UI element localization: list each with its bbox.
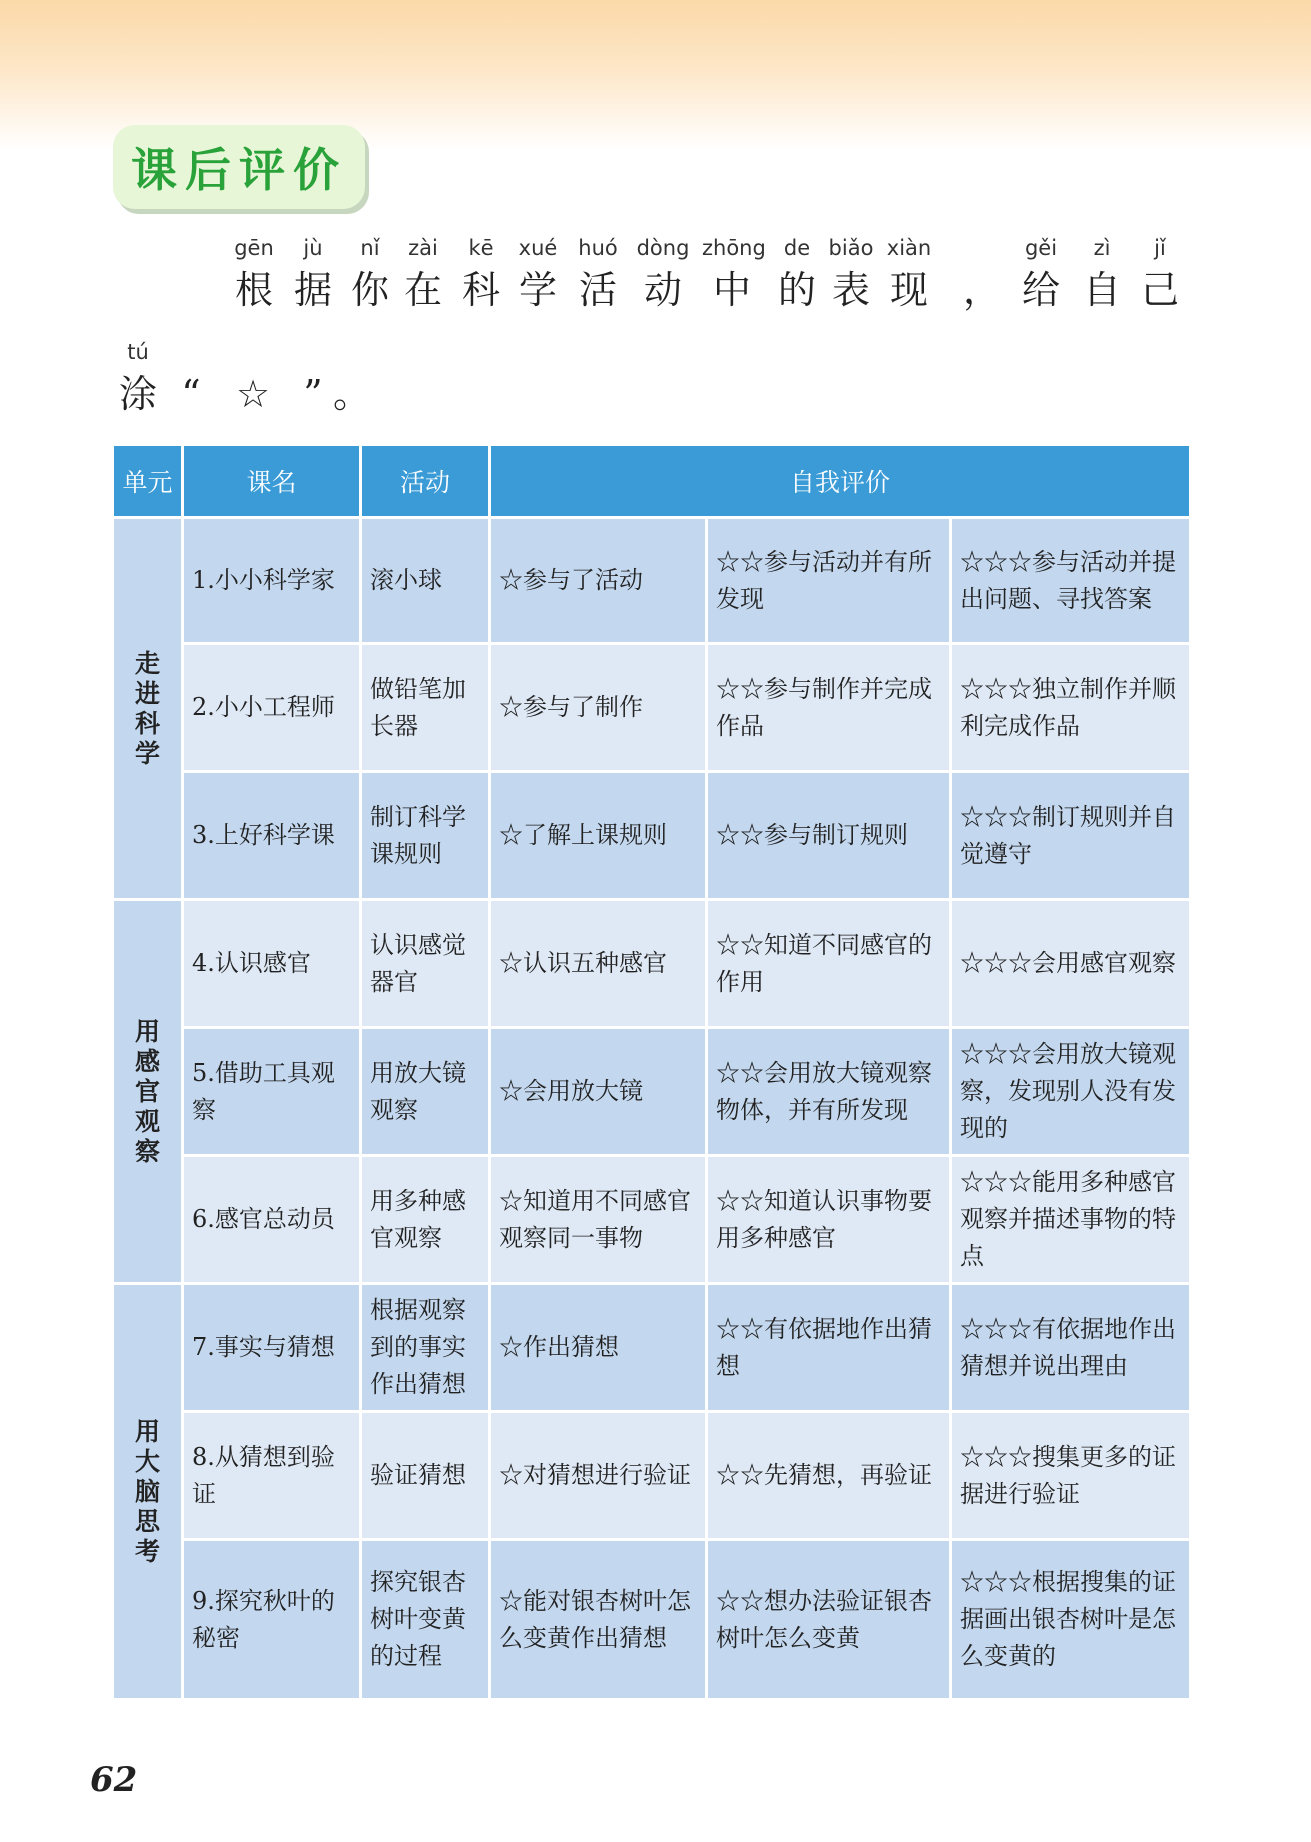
pinyin	[161, 340, 221, 372]
hanzi: ”	[303, 372, 323, 416]
header-self-evaluation: 自我评价	[490, 446, 1191, 518]
eval-two-star-cell: ☆☆有依据地作出猜想	[707, 1284, 951, 1412]
activity-cell: 认识感觉器官	[361, 900, 490, 1028]
self-evaluation-table	[111, 446, 1192, 1701]
ruby-char	[568, 236, 628, 312]
pinyin: xiàn	[886, 236, 932, 260]
hanzi: 涂	[118, 372, 157, 416]
table-row	[113, 1028, 1191, 1156]
hanzi: 的	[777, 268, 816, 312]
eval-two-star-cell: ☆☆参与制订规则	[707, 772, 951, 900]
hanzi: 自	[1082, 268, 1121, 312]
table-row	[113, 900, 1191, 1028]
pinyin: jǐ	[1154, 236, 1166, 260]
table-row	[113, 1412, 1191, 1540]
eval-one-star-cell: ☆认识五种感官	[490, 900, 707, 1028]
ruby-char	[767, 236, 827, 312]
pinyin: biǎo	[828, 236, 874, 260]
pinyin	[952, 236, 1012, 268]
ruby-char	[161, 340, 221, 416]
unit-name: 用大脑思考	[134, 1416, 160, 1566]
hanzi: ☆	[235, 372, 271, 416]
pinyin: zì	[1093, 236, 1111, 260]
hanzi: 表	[831, 268, 870, 312]
hanzi: 学	[518, 268, 557, 312]
eval-two-star-cell: ☆☆知道认识事物要用多种感官	[707, 1156, 951, 1284]
hanzi: 活	[578, 268, 617, 312]
hanzi: 己	[1140, 268, 1179, 312]
pinyin: zài	[408, 236, 438, 260]
hanzi: 中	[712, 268, 751, 312]
lesson-cell: 7.事实与猜想	[183, 1284, 361, 1412]
ruby-char	[633, 236, 693, 312]
activity-cell: 根据观察到的事实作出猜想	[361, 1284, 490, 1412]
pinyin	[322, 340, 382, 372]
pinyin: gěi	[1024, 236, 1058, 260]
hanzi: ，	[962, 268, 1001, 312]
lesson-cell: 2.小小工程师	[183, 644, 361, 772]
eval-one-star-cell: ☆作出猜想	[490, 1284, 707, 1412]
pinyin: jù	[303, 236, 323, 260]
pinyin: xué	[518, 236, 558, 260]
ruby-char	[108, 340, 168, 416]
ruby-char	[451, 236, 511, 312]
hanzi: 科	[461, 268, 500, 312]
ruby-char	[879, 236, 939, 312]
table-row	[113, 1540, 1191, 1700]
ruby-char	[508, 236, 568, 312]
table-row	[113, 772, 1191, 900]
hanzi: 动	[643, 268, 682, 312]
eval-two-star-cell: ☆☆知道不同感官的作用	[707, 900, 951, 1028]
activity-cell: 滚小球	[361, 518, 490, 644]
eval-one-star-cell: ☆参与了活动	[490, 518, 707, 644]
eval-three-star-cell: ☆☆☆参与活动并提出问题、寻找答案	[951, 518, 1191, 644]
table-row	[113, 1284, 1191, 1412]
table-row	[113, 518, 1191, 644]
ruby-char	[1130, 236, 1190, 312]
eval-one-star-cell: ☆对猜想进行验证	[490, 1412, 707, 1540]
header-lesson: 课名	[183, 446, 361, 518]
hanzi: “	[181, 372, 201, 416]
lesson-cell: 1.小小科学家	[183, 518, 361, 644]
eval-three-star-cell: ☆☆☆会用放大镜观察，发现别人没有发现的	[951, 1028, 1191, 1156]
header-activity: 活动	[361, 446, 490, 518]
ruby-char	[1072, 236, 1132, 312]
table-row	[113, 1156, 1191, 1284]
hanzi: 据	[293, 268, 332, 312]
pinyin: tú	[127, 340, 149, 364]
eval-three-star-cell: ☆☆☆有依据地作出猜想并说出理由	[951, 1284, 1191, 1412]
ruby-char	[821, 236, 881, 312]
eval-two-star-cell: ☆☆会用放大镜观察物体，并有所发现	[707, 1028, 951, 1156]
self-evaluation-table-wrapper	[111, 446, 1189, 1701]
eval-two-star-cell: ☆☆参与制作并完成作品	[707, 644, 951, 772]
eval-three-star-cell: ☆☆☆会用感官观察	[951, 900, 1191, 1028]
eval-three-star-cell: ☆☆☆制订规则并自觉遵守	[951, 772, 1191, 900]
lesson-cell: 9.探究秋叶的秘密	[183, 1540, 361, 1700]
ruby-char	[322, 340, 382, 416]
pinyin: zhōng	[702, 236, 766, 260]
eval-three-star-cell: ☆☆☆能用多种感官观察并描述事物的特点	[951, 1156, 1191, 1284]
hanzi: 你	[350, 268, 389, 312]
activity-cell: 做铅笔加长器	[361, 644, 490, 772]
lesson-cell: 6.感官总动员	[183, 1156, 361, 1284]
ruby-char	[340, 236, 400, 312]
section-title-tag	[113, 125, 365, 209]
pinyin: dòng	[636, 236, 690, 260]
table-header-row	[113, 446, 1191, 518]
unit-name-cell	[113, 1284, 183, 1700]
table-row	[113, 644, 1191, 772]
hanzi: 现	[889, 268, 928, 312]
ruby-char	[224, 236, 284, 312]
unit-name: 走进科学	[134, 648, 160, 768]
activity-cell: 用放大镜观察	[361, 1028, 490, 1156]
eval-one-star-cell: ☆参与了制作	[490, 644, 707, 772]
pinyin: nǐ	[360, 236, 380, 260]
activity-cell: 用多种感官观察	[361, 1156, 490, 1284]
unit-name-cell	[113, 900, 183, 1284]
ruby-char	[702, 236, 766, 312]
section-title: 课后评价	[131, 143, 347, 197]
activity-cell: 验证猜想	[361, 1412, 490, 1540]
eval-one-star-cell: ☆了解上课规则	[490, 772, 707, 900]
lesson-cell: 3.上好科学课	[183, 772, 361, 900]
activity-cell: 探究银杏树叶变黄的过程	[361, 1540, 490, 1700]
lesson-cell: 4.认识感官	[183, 900, 361, 1028]
eval-two-star-cell: ☆☆参与活动并有所发现	[707, 518, 951, 644]
eval-one-star-cell: ☆能对银杏树叶怎么变黄作出猜想	[490, 1540, 707, 1700]
lesson-cell: 5.借助工具观察	[183, 1028, 361, 1156]
eval-three-star-cell: ☆☆☆搜集更多的证据进行验证	[951, 1412, 1191, 1540]
pinyin: huó	[578, 236, 618, 260]
pinyin	[223, 340, 283, 372]
unit-name: 用感官观察	[134, 1016, 160, 1166]
eval-one-star-cell: ☆知道用不同感官观察同一事物	[490, 1156, 707, 1284]
page-number: 62	[90, 1760, 138, 1800]
ruby-char	[393, 236, 453, 312]
header-unit: 单元	[113, 446, 183, 518]
pinyin: de	[783, 236, 811, 260]
pinyin: kē	[468, 236, 494, 260]
activity-cell: 制订科学课规则	[361, 772, 490, 900]
eval-two-star-cell: ☆☆先猜想，再验证	[707, 1412, 951, 1540]
hanzi: 。	[332, 372, 371, 416]
ruby-char	[283, 236, 343, 312]
eval-two-star-cell: ☆☆想办法验证银杏树叶怎么变黄	[707, 1540, 951, 1700]
ruby-char	[1011, 236, 1071, 312]
hanzi: 在	[403, 268, 442, 312]
lesson-cell: 8.从猜想到验证	[183, 1412, 361, 1540]
hanzi: 根	[234, 268, 273, 312]
ruby-char	[223, 340, 283, 416]
eval-three-star-cell: ☆☆☆根据搜集的证据画出银杏树叶是怎么变黄的	[951, 1540, 1191, 1700]
eval-three-star-cell: ☆☆☆独立制作并顺利完成作品	[951, 644, 1191, 772]
pinyin: gēn	[234, 236, 274, 260]
hanzi: 给	[1021, 268, 1060, 312]
eval-one-star-cell: ☆会用放大镜	[490, 1028, 707, 1156]
ruby-char	[952, 236, 1012, 312]
table-body	[113, 518, 1191, 1700]
unit-name-cell	[113, 518, 183, 900]
